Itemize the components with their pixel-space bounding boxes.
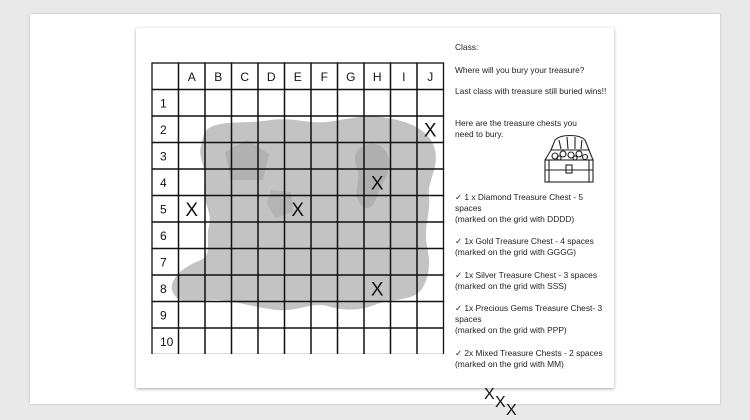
check-icon: ✓: [455, 236, 463, 246]
row-label: 5: [160, 202, 167, 217]
grid-cell[interactable]: [311, 328, 338, 354]
column-label: H: [372, 69, 382, 84]
column-label: D: [266, 69, 276, 84]
chest-title: 1x Gold Treasure Chest - 4 spaces: [464, 236, 594, 246]
grid-cell[interactable]: [285, 328, 312, 354]
column-label: G: [346, 69, 356, 84]
chest-detail: (marked on the grid with SSS): [455, 280, 567, 291]
grid-cell[interactable]: [205, 302, 232, 329]
row-label: 8: [160, 281, 167, 296]
column-label: C: [240, 69, 250, 84]
row-label: 6: [160, 228, 167, 243]
row-label: 3: [160, 149, 167, 164]
intro-text: Here are the treasure chests you need to bury.: [455, 118, 577, 139]
stray-annotation-marks: [484, 386, 524, 420]
grid-cell[interactable]: [179, 90, 206, 117]
column-label: F: [320, 69, 328, 84]
stray-x-mark: X: [506, 402, 517, 419]
grid-header-cell: [152, 63, 179, 90]
row-label: 10: [160, 334, 174, 349]
column-label: I: [402, 69, 406, 84]
grid-cell[interactable]: [417, 90, 444, 117]
stray-x-mark: X: [495, 394, 506, 411]
row-label: 4: [160, 175, 167, 190]
grid-cell[interactable]: [205, 328, 232, 354]
x-mark: X: [370, 279, 384, 301]
chest-title: 1x Precious Gems Treasure Chest- 3 spaces: [455, 303, 603, 324]
chest-title: 1 x Diamond Treasure Chest - 5 spaces: [455, 192, 584, 213]
treasure-map-grid[interactable]: [151, 62, 445, 354]
grid-svg: [151, 62, 445, 354]
grid-cell[interactable]: [179, 222, 206, 249]
x-mark: X: [370, 173, 384, 195]
check-icon: ✓: [455, 192, 463, 202]
grid-cell[interactable]: [179, 302, 206, 329]
column-label: E: [293, 69, 302, 84]
x-mark: X: [185, 199, 199, 221]
chest-item-mixed: [455, 348, 607, 370]
grid-cell[interactable]: [179, 169, 206, 196]
grid-cell[interactable]: [285, 90, 312, 117]
grid-cell[interactable]: [338, 90, 365, 117]
rule-text: Last class with treasure still buried wins!!: [455, 86, 607, 96]
grid-cell[interactable]: [179, 116, 206, 143]
stray-x-mark: X: [484, 386, 495, 403]
row-label: 7: [160, 255, 167, 270]
chest-detail: (marked on the grid with GGGG): [455, 246, 577, 257]
chest-item-silver: [455, 270, 607, 292]
grid-cell[interactable]: [391, 328, 418, 354]
grid-cell[interactable]: [258, 328, 285, 354]
chest-item-gold: [455, 236, 607, 258]
check-icon: ✓: [455, 303, 463, 313]
check-icon: ✓: [455, 348, 463, 358]
grid-cell[interactable]: [338, 328, 365, 354]
grid-cell[interactable]: [232, 328, 259, 354]
column-label: B: [214, 69, 223, 84]
class-label: Class:: [455, 42, 479, 52]
treasure-chest-illustration: [539, 132, 599, 186]
grid-cell[interactable]: [311, 90, 338, 117]
row-label: 9: [160, 308, 167, 323]
grid-cell[interactable]: [179, 328, 206, 354]
grid-cell[interactable]: [205, 90, 232, 117]
x-mark: X: [423, 120, 437, 142]
grid-cell[interactable]: [391, 90, 418, 117]
row-label: 2: [160, 122, 167, 137]
grid-cell[interactable]: [391, 302, 418, 329]
chest-title: 2x Mixed Treasure Chests - 2 spaces: [464, 348, 603, 358]
chest-title: 1x Silver Treasure Chest - 3 spaces: [464, 270, 598, 280]
chest-item-gems: [455, 303, 607, 335]
row-label: 1: [160, 96, 167, 111]
grid-cell[interactable]: [364, 328, 391, 354]
chest-item-diamond: [455, 192, 607, 224]
check-icon: ✓: [455, 270, 463, 280]
x-mark: X: [291, 199, 305, 221]
column-label: J: [427, 69, 434, 84]
grid-cell[interactable]: [364, 90, 391, 117]
grid-cell[interactable]: [258, 90, 285, 117]
grid-cell[interactable]: [232, 90, 259, 117]
question-text: Where will you bury your treasure?: [455, 65, 585, 75]
grid-cell[interactable]: [417, 328, 444, 354]
column-label: A: [187, 69, 196, 84]
chest-detail: (marked on the grid with DDDD): [455, 213, 575, 224]
chest-detail: (marked on the grid with MM): [455, 358, 564, 369]
chest-detail: (marked on the grid with PPP): [455, 324, 567, 335]
grid-cell[interactable]: [417, 302, 444, 329]
